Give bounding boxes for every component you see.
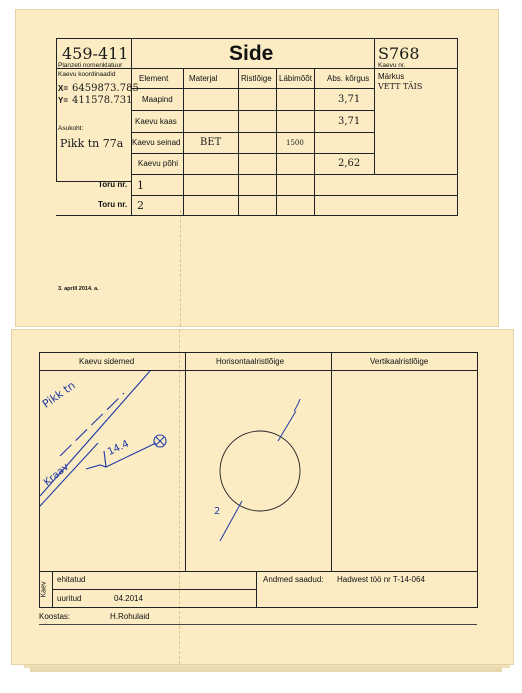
pipe-label: Toru nr. bbox=[98, 180, 128, 189]
checked-label: uuritud bbox=[57, 594, 82, 603]
well-card-front bbox=[16, 10, 498, 326]
pipe-number: 2 bbox=[137, 199, 144, 212]
row-abs-value: 3,71 bbox=[338, 116, 361, 127]
sketch-ditch-label: Kraav bbox=[42, 461, 72, 489]
well-card-back bbox=[12, 330, 513, 664]
stacked-card-edge bbox=[30, 667, 502, 672]
side-label-kaev: Kaev bbox=[40, 581, 48, 598]
remarks-label: Märkus bbox=[378, 72, 405, 81]
col-header-materjal: Materjal bbox=[189, 74, 218, 83]
y-coord-label: Y= bbox=[58, 96, 69, 105]
row-materjal-value: BET bbox=[200, 137, 222, 148]
x-coord-label: X= bbox=[58, 84, 69, 93]
pipe-label: Toru nr. bbox=[98, 200, 128, 209]
row-element: Kaevu kaas bbox=[135, 117, 177, 126]
col-header-element: Element bbox=[139, 74, 169, 83]
form-title: Side bbox=[229, 42, 274, 65]
location-caption: Asukoht: bbox=[58, 125, 84, 132]
col-header-abs: Abs. kõrgus bbox=[327, 74, 370, 83]
header-vertical-section: Vertikaalristlõige bbox=[370, 357, 429, 366]
sketch-distance-label: 14.4 bbox=[106, 438, 131, 458]
col-header-labimoot: Läbimõõt bbox=[279, 74, 312, 83]
compiled-underline bbox=[39, 624, 477, 625]
coords-caption: Kaevu koordinaadid bbox=[58, 71, 116, 78]
horizontal-section-sketch bbox=[186, 371, 331, 571]
row-element: Kaevu põhi bbox=[138, 159, 179, 168]
compiled-by-label: Koostas: bbox=[39, 612, 71, 621]
row-diameter-value: 1500 bbox=[286, 139, 304, 147]
row-element: Kaevu seinad bbox=[132, 138, 181, 147]
map-sheet-caption: Planzeti nomenklatuur bbox=[58, 62, 123, 69]
pipe-number-mark: 2 bbox=[214, 506, 221, 517]
pipe-number: 1 bbox=[137, 179, 144, 192]
remarks-value: VETT TÄIS bbox=[378, 82, 423, 91]
data-source-value: Hadwest töö nr T-14-064 bbox=[337, 575, 425, 584]
compiled-by-value: H.Rohulaid bbox=[110, 612, 150, 621]
header-well-links: Kaevu sidemed bbox=[79, 357, 135, 366]
x-coord-value: 6459873.785 bbox=[72, 83, 139, 94]
col-header-ristloige: Ristlõige bbox=[241, 74, 272, 83]
sketch-street-label: Pikk tn bbox=[40, 378, 78, 411]
well-number: S768 bbox=[378, 44, 420, 63]
row-abs-value: 2,62 bbox=[338, 158, 361, 169]
header-horizontal-section: Horisontaalristlõige bbox=[216, 357, 285, 366]
y-coord-value: 411578.731 bbox=[72, 95, 133, 106]
checked-date: 04.2014 bbox=[114, 594, 143, 603]
survey-date: 3. aprill 2014. a. bbox=[58, 286, 99, 292]
built-label: ehitatud bbox=[57, 575, 86, 584]
row-element: Maapind bbox=[142, 95, 173, 104]
location-value: Pikk tn 77a bbox=[60, 137, 124, 150]
data-source-label: Andmed saadud: bbox=[263, 575, 324, 584]
well-number-caption: Kaevu nr. bbox=[378, 62, 406, 69]
row-abs-value: 3,71 bbox=[338, 94, 361, 105]
fold-line bbox=[180, 210, 181, 326]
map-sheet-code: 459-411 bbox=[62, 44, 129, 63]
